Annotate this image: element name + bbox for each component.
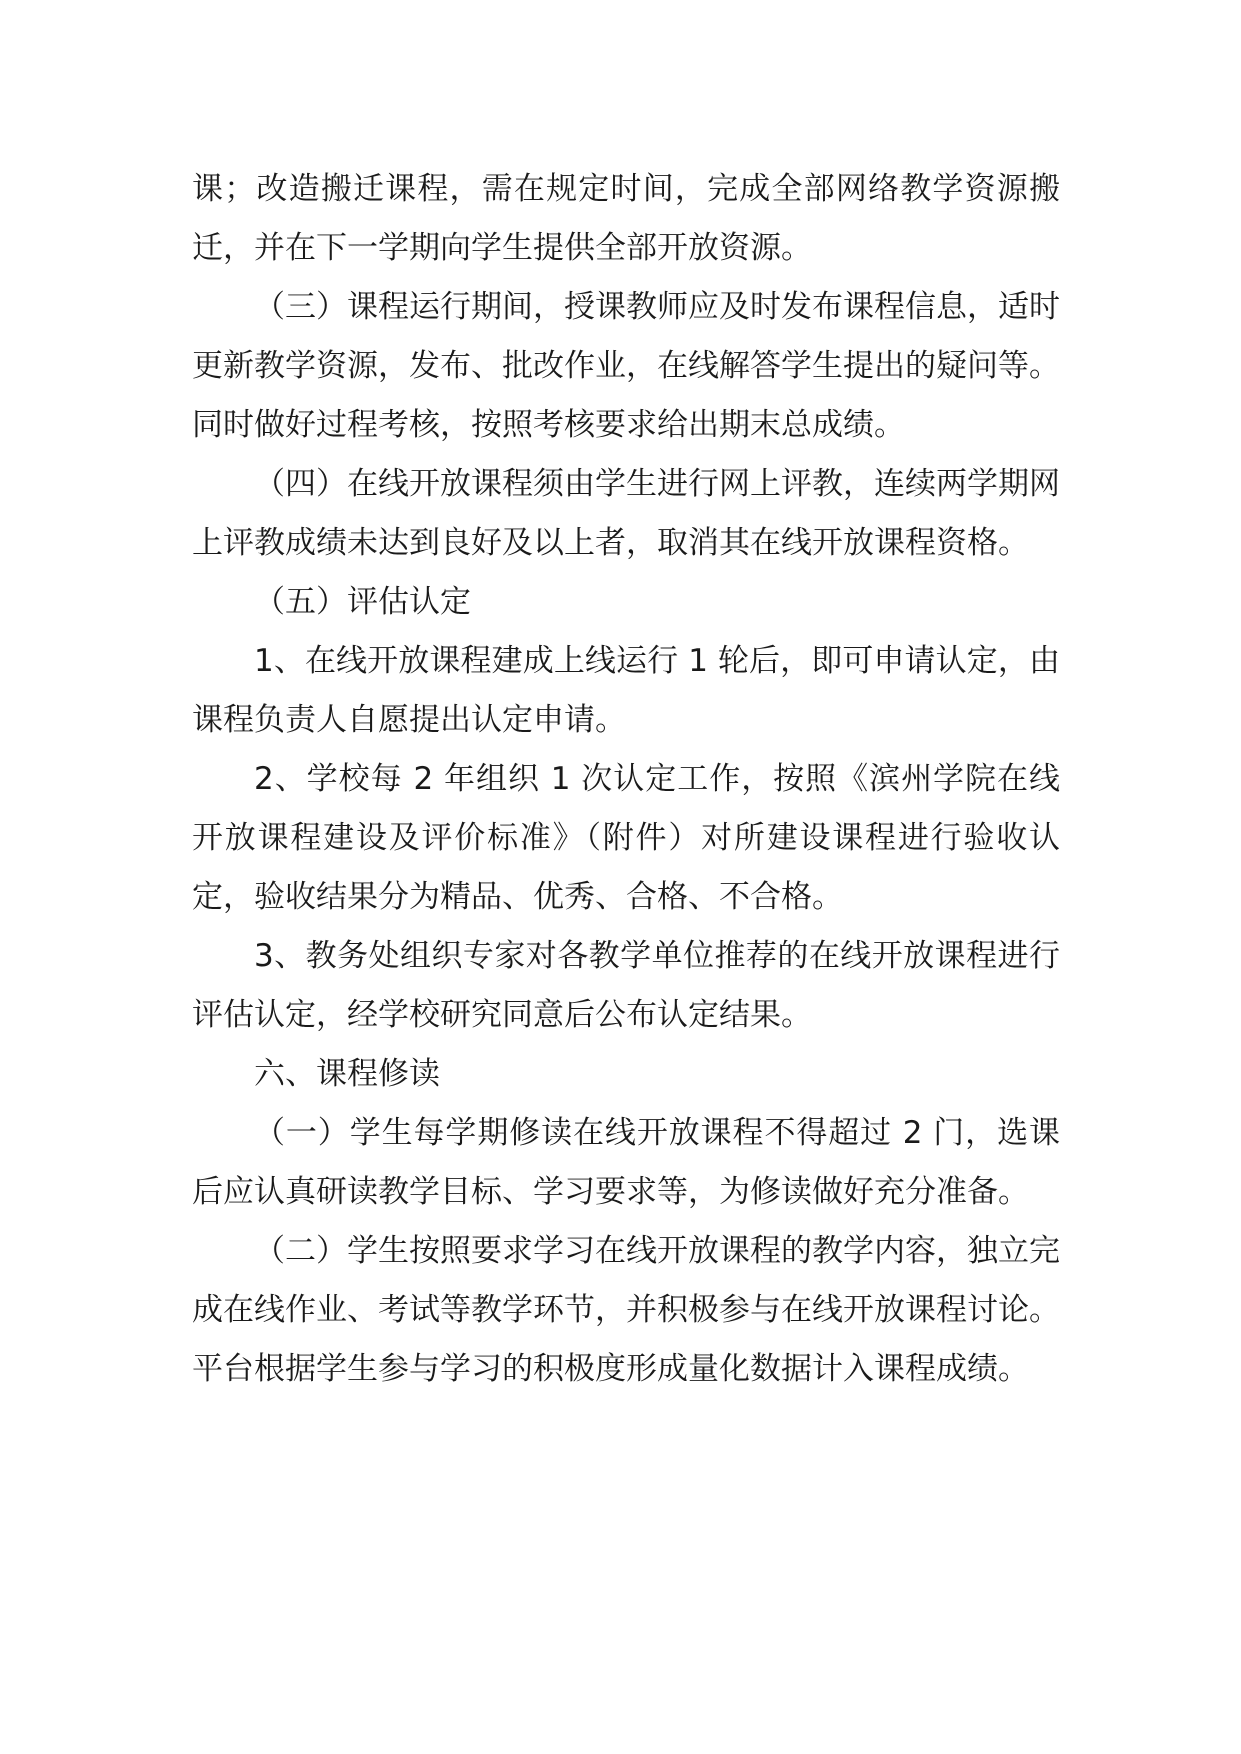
paragraph-online-evaluation: （四）在线开放课程须由学生进行网上评教，连续两学期网上评教成绩未达到良好及以上者，取消其在线开放课程资格。: [192, 466, 1060, 561]
list-item-3: 3、教务处组织专家对各教学单位推荐的在线开放课程进行评估认定，经学校研究同意后公布认定结果。: [192, 938, 1060, 1033]
section-heading-assessment: （五）评估认定: [254, 584, 471, 620]
paragraph-study-requirements: （二）学生按照要求学习在线开放课程的教学内容，独立完成在线作业、考试等教学环节，并积极参与在线开放课程讨论。平台根据学生参与学习的积极度形成量化数据计入课程成绩。: [192, 1233, 1060, 1387]
document-body: [192, 160, 1060, 1399]
paragraph-continuation: 课；改造搬迁课程，需在规定时间，完成全部网络教学资源搬迁，并在下一学期向学生提供全部开放资源。: [192, 171, 1060, 266]
list-item-1: 1、在线开放课程建成上线运行 1 轮后，即可申请认定，由课程负责人自愿提出认定申请。: [192, 643, 1060, 738]
paragraph-study-limit: （一）学生每学期修读在线开放课程不得超过 2 门，选课后应认真研读教学目标、学习要求等，为修读做好充分准备。: [192, 1115, 1060, 1210]
list-item-2: 2、学校每 2 年组织 1 次认定工作，按照《滨州学院在线开放课程建设及评价标准》（附件）对所建设课程进行验收认定，验收结果分为精品、优秀、合格、不合格。: [192, 761, 1060, 915]
section-heading-course-study: 六、课程修读: [254, 1056, 440, 1092]
paragraph-course-operation: （三）课程运行期间，授课教师应及时发布课程信息，适时更新教学资源，发布、批改作业，在线解答学生提出的疑问等。同时做好过程考核，按照考核要求给出期末总成绩。: [192, 289, 1060, 443]
